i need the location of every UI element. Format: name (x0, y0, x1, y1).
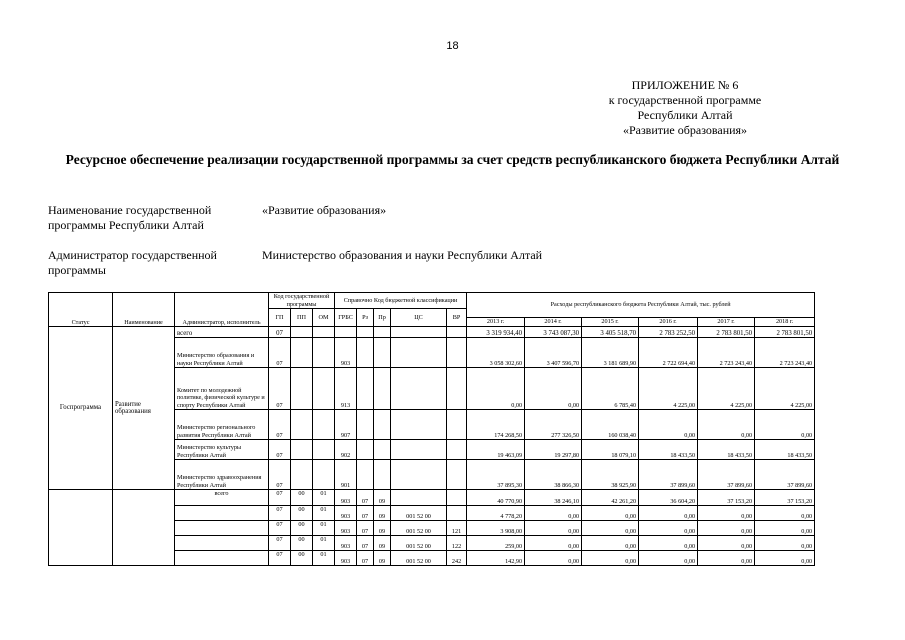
code-cell-grbs: 907 (335, 410, 357, 440)
code-cell-grbs: 901 (335, 460, 357, 490)
code-cell-om: 01 (313, 536, 335, 551)
header-year: 2013 г. (467, 318, 525, 327)
code-cell-om: 01 (313, 521, 335, 536)
code-cell-om (313, 460, 335, 490)
header-expenses: Расходы республиканского бюджета Республики Алтай, тыс. рублей (467, 293, 815, 318)
value-cell: 0,00 (582, 521, 639, 536)
value-cell: 0,00 (698, 551, 755, 566)
code-cell-cs (391, 490, 447, 506)
header-year: 2017 г. (698, 318, 755, 327)
value-cell: 4 225,00 (639, 368, 698, 410)
code-cell-rz (357, 460, 374, 490)
code-cell-pp (291, 368, 313, 410)
value-cell: 2 723 243,40 (755, 338, 815, 368)
code-cell-pp: 00 (291, 521, 313, 536)
code-cell-om: 01 (313, 490, 335, 506)
code-cell-cs (391, 368, 447, 410)
code-cell-pr (374, 368, 391, 410)
code-cell-om (313, 327, 335, 338)
header-year: 2016 г. (639, 318, 698, 327)
value-cell: 3 908,00 (467, 521, 525, 536)
header-vr: ВР (447, 309, 467, 327)
admin-cell: всего (175, 490, 269, 506)
admin-cell: Министерство культуры Республики Алтай (175, 440, 269, 460)
value-cell: 142,90 (467, 551, 525, 566)
code-cell-vr (447, 506, 467, 521)
code-cell-pr: 09 (374, 551, 391, 566)
code-cell-rz (357, 440, 374, 460)
value-cell: 3 405 518,70 (582, 327, 639, 338)
code-cell-rz: 07 (357, 490, 374, 506)
header-rz: Рз (357, 309, 374, 327)
code-cell-rz (357, 368, 374, 410)
admin-cell: всего (175, 327, 269, 338)
code-cell-gp: 07 (269, 327, 291, 338)
value-cell: 0,00 (639, 551, 698, 566)
code-cell-pr: 09 (374, 506, 391, 521)
code-cell-rz: 07 (357, 506, 374, 521)
value-cell: 0,00 (639, 410, 698, 440)
value-cell: 0,00 (698, 506, 755, 521)
header-program-code: Код государственной программы (269, 293, 335, 309)
table-row (49, 327, 815, 338)
value-cell: 3 181 689,90 (582, 338, 639, 368)
value-cell: 0,00 (467, 368, 525, 410)
code-cell-pr: 09 (374, 521, 391, 536)
code-cell-pr (374, 410, 391, 440)
code-cell-grbs: 903 (335, 536, 357, 551)
code-cell-pp (291, 327, 313, 338)
value-cell: 37 153,20 (698, 490, 755, 506)
code-cell-gp: 07 (269, 368, 291, 410)
administrator-value: Министерство образования и науки Республики Алтай (262, 248, 543, 262)
appendix-line: к государственной программе (608, 93, 762, 107)
value-cell: 18 433,50 (755, 440, 815, 460)
value-cell: 277 326,50 (525, 410, 582, 440)
code-cell-cs: 001 52 00 (391, 521, 447, 536)
code-cell-gp: 07 (269, 440, 291, 460)
header-name: Наименование (113, 293, 175, 327)
program-name-value: «Развитие образования» (262, 203, 387, 217)
value-cell: 2 722 694,40 (639, 338, 698, 368)
value-cell: 36 604,20 (639, 490, 698, 506)
code-cell-vr (447, 338, 467, 368)
header-year: 2018 г. (755, 318, 815, 327)
code-cell-vr (447, 327, 467, 338)
appendix-block (560, 78, 810, 138)
admin-cell (175, 506, 269, 521)
code-cell-pp: 00 (291, 506, 313, 521)
value-cell: 38 246,10 (525, 490, 582, 506)
code-cell-cs: 001 52 00 (391, 551, 447, 566)
header-pr: Пр (374, 309, 391, 327)
code-cell-pr (374, 440, 391, 460)
document-title: Ресурсное обеспечение реализации государственной программы за счет средств республиканского бюджета Республики Алтай (65, 152, 840, 167)
value-cell: 38 866,30 (525, 460, 582, 490)
code-cell-om (313, 368, 335, 410)
admin-cell: Министерство регионального развития Республики Алтай (175, 410, 269, 440)
table-row (49, 490, 815, 506)
header-om: ОМ (313, 309, 335, 327)
admin-cell: Комитет по молодежной политике, физической культуре и спорту Республики Алтай (175, 368, 269, 410)
code-cell-pp (291, 460, 313, 490)
code-cell-cs (391, 460, 447, 490)
code-cell-grbs: 903 (335, 338, 357, 368)
value-cell: 0,00 (525, 506, 582, 521)
header-gp: ГП (269, 309, 291, 327)
code-cell-vr (447, 410, 467, 440)
value-cell: 0,00 (582, 551, 639, 566)
code-cell-vr (447, 440, 467, 460)
value-cell: 2 723 243,40 (698, 338, 755, 368)
code-cell-cs (391, 338, 447, 368)
value-cell: 38 925,90 (582, 460, 639, 490)
code-cell-cs: 001 52 00 (391, 506, 447, 521)
value-cell: 3 743 087,30 (525, 327, 582, 338)
admin-cell (175, 521, 269, 536)
administrator-label: Администратор государственной программы (48, 248, 217, 277)
code-cell-vr (447, 460, 467, 490)
value-cell: 2 783 801,50 (755, 327, 815, 338)
value-cell: 37 895,30 (467, 460, 525, 490)
value-cell: 0,00 (755, 536, 815, 551)
value-cell: 0,00 (755, 551, 815, 566)
code-cell-rz: 07 (357, 536, 374, 551)
code-cell-pr (374, 327, 391, 338)
value-cell: 174 268,50 (467, 410, 525, 440)
value-cell: 37 899,60 (639, 460, 698, 490)
header-pp: ПП (291, 309, 313, 327)
code-cell-rz (357, 338, 374, 368)
status-cell: Госпрограмма (49, 327, 113, 490)
code-cell-vr: 121 (447, 521, 467, 536)
code-cell-pr (374, 460, 391, 490)
value-cell: 0,00 (525, 521, 582, 536)
value-cell: 0,00 (755, 410, 815, 440)
code-cell-grbs: 903 (335, 551, 357, 566)
code-cell-rz (357, 327, 374, 338)
value-cell: 0,00 (525, 536, 582, 551)
resource-table (48, 292, 815, 566)
appendix-line: ПРИЛОЖЕНИЕ № 6 (631, 78, 739, 92)
code-cell-pr (374, 338, 391, 368)
header-grbs: ГРБС (335, 309, 357, 327)
value-cell: 42 261,20 (582, 490, 639, 506)
value-cell: 3 407 596,70 (525, 338, 582, 368)
admin-cell: Министерство здравоохранения Республики Алтай (175, 460, 269, 490)
code-cell-gp: 07 (269, 506, 291, 521)
value-cell: 160 038,40 (582, 410, 639, 440)
header-cs: ЦС (391, 309, 447, 327)
value-cell: 19 463,09 (467, 440, 525, 460)
code-cell-grbs: 903 (335, 521, 357, 536)
code-cell-grbs: 903 (335, 506, 357, 521)
code-cell-rz (357, 410, 374, 440)
value-cell: 0,00 (698, 521, 755, 536)
code-cell-vr: 242 (447, 551, 467, 566)
header-reference: Справочно Код бюджетной классификации (335, 293, 467, 309)
code-cell-vr (447, 490, 467, 506)
value-cell: 0,00 (525, 368, 582, 410)
code-cell-pp (291, 338, 313, 368)
code-cell-gp: 07 (269, 490, 291, 506)
value-cell: 4 778,20 (467, 506, 525, 521)
value-cell: 37 153,20 (755, 490, 815, 506)
value-cell: 0,00 (639, 521, 698, 536)
code-cell-gp: 07 (269, 551, 291, 566)
code-cell-vr: 122 (447, 536, 467, 551)
code-cell-om: 01 (313, 551, 335, 566)
value-cell: 2 783 801,50 (698, 327, 755, 338)
value-cell: 0,00 (639, 506, 698, 521)
value-cell: 0,00 (755, 521, 815, 536)
code-cell-pp: 00 (291, 536, 313, 551)
value-cell: 18 433,50 (639, 440, 698, 460)
code-cell-grbs: 913 (335, 368, 357, 410)
value-cell: 40 770,90 (467, 490, 525, 506)
value-cell: 18 433,50 (698, 440, 755, 460)
code-cell-grbs (335, 327, 357, 338)
header-year: 2014 г. (525, 318, 582, 327)
page-number: 18 (446, 40, 459, 52)
value-cell: 0,00 (525, 551, 582, 566)
code-cell-pp (291, 410, 313, 440)
code-cell-cs: 001 52 00 (391, 536, 447, 551)
code-cell-pp (291, 440, 313, 460)
code-cell-gp: 07 (269, 460, 291, 490)
code-cell-pp: 00 (291, 490, 313, 506)
value-cell: 3 058 302,60 (467, 338, 525, 368)
code-cell-cs (391, 410, 447, 440)
program-name-cell (113, 490, 175, 566)
admin-cell: Министерство образования и науки Республики Алтай (175, 338, 269, 368)
code-cell-grbs: 902 (335, 440, 357, 460)
header-status: Статус (49, 293, 113, 327)
header-year: 2015 г. (582, 318, 639, 327)
code-cell-rz: 07 (357, 521, 374, 536)
code-cell-vr (447, 368, 467, 410)
code-cell-gp: 07 (269, 521, 291, 536)
value-cell: 0,00 (639, 536, 698, 551)
code-cell-grbs: 903 (335, 490, 357, 506)
code-cell-gp: 07 (269, 410, 291, 440)
value-cell: 0,00 (582, 536, 639, 551)
value-cell: 0,00 (698, 536, 755, 551)
appendix-line: «Развитие образования» (622, 123, 748, 137)
code-cell-pr: 09 (374, 536, 391, 551)
code-cell-pr: 09 (374, 490, 391, 506)
value-cell: 0,00 (755, 506, 815, 521)
admin-cell (175, 551, 269, 566)
value-cell: 3 319 934,40 (467, 327, 525, 338)
value-cell: 0,00 (698, 410, 755, 440)
value-cell: 37 899,60 (755, 460, 815, 490)
value-cell: 37 899,60 (698, 460, 755, 490)
value-cell: 18 079,10 (582, 440, 639, 460)
program-name-cell: Развитие образования (113, 327, 175, 490)
code-cell-om (313, 338, 335, 368)
program-name-label: Наименование государственной программы Республики Алтай (48, 203, 212, 232)
value-cell: 19 297,80 (525, 440, 582, 460)
code-cell-gp: 07 (269, 536, 291, 551)
code-cell-pp: 00 (291, 551, 313, 566)
code-cell-om (313, 410, 335, 440)
code-cell-gp: 07 (269, 338, 291, 368)
value-cell: 259,00 (467, 536, 525, 551)
status-cell (49, 490, 113, 566)
value-cell: 4 225,00 (698, 368, 755, 410)
code-cell-cs (391, 440, 447, 460)
header-admin: Администратор, исполнитель (175, 293, 269, 327)
code-cell-cs (391, 327, 447, 338)
admin-cell (175, 536, 269, 551)
value-cell: 0,00 (582, 506, 639, 521)
appendix-line: Республики Алтай (637, 108, 733, 122)
value-cell: 4 225,00 (755, 368, 815, 410)
value-cell: 2 783 252,50 (639, 327, 698, 338)
value-cell: 6 785,40 (582, 368, 639, 410)
code-cell-rz: 07 (357, 551, 374, 566)
code-cell-om (313, 440, 335, 460)
code-cell-om: 01 (313, 506, 335, 521)
